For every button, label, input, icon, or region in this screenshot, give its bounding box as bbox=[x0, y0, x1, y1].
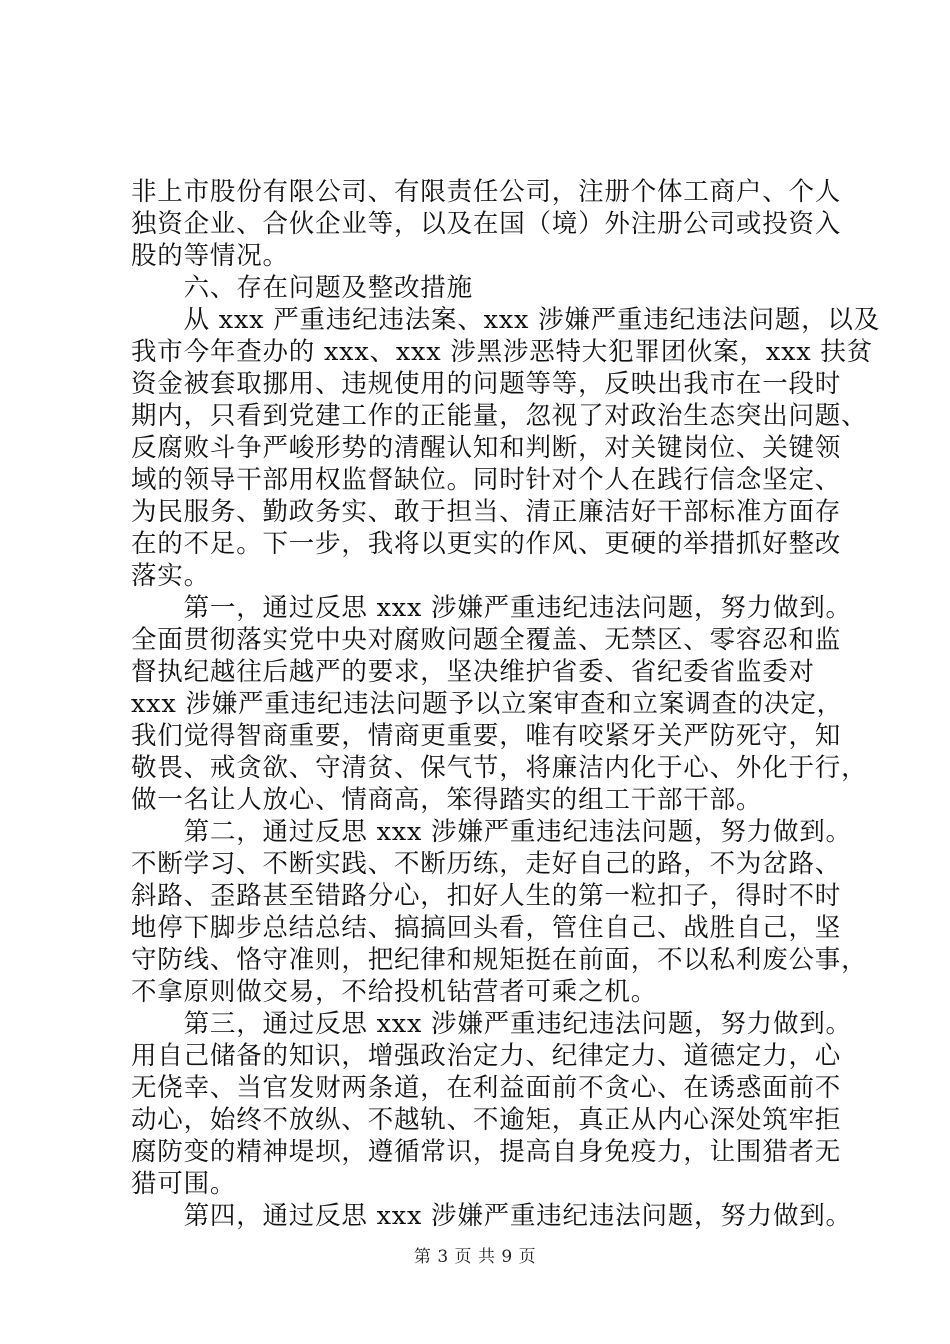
body-line: 第二，通过反思 xxx 涉嫌严重违纪违法问题，努力做到。 bbox=[131, 817, 852, 847]
body-line: 无侥幸、当官发财两条道，在利益面前不贪心、在诱惑面前不 bbox=[131, 1073, 842, 1103]
body-line: 守防线、恪守准则，把纪律和规矩挺在前面，不以私利废公事， bbox=[131, 945, 868, 975]
body-line: 在的不足。下一步，我将以更实的作风、更硬的举措抓好整改 bbox=[131, 529, 842, 559]
body-line: 不拿原则做交易，不给投机钻营者可乘之机。 bbox=[131, 977, 658, 1007]
body-line: 动心，始终不放纵、不越轨、不逾矩，真正从内心深处筑牢拒 bbox=[131, 1105, 842, 1135]
body-line: 期内，只看到党建工作的正能量，忽视了对政治生态突出问题、 bbox=[131, 401, 868, 431]
body-line: 敬畏、戒贪欲、守清贫、保气节，将廉洁内化于心、外化于行， bbox=[131, 753, 868, 783]
body-line: 第三，通过反思 xxx 涉嫌严重违纪违法问题，努力做到。 bbox=[131, 1009, 852, 1039]
body-line: 地停下脚步总结总结、搞搞回头看，管住自己、战胜自己，坚 bbox=[131, 913, 842, 943]
body-line: 做一名让人放心、情商高，笨得踏实的组工干部干部。 bbox=[131, 785, 763, 815]
body-line: 为民服务、勤政务实、敢于担当、清正廉洁好干部标准方面存 bbox=[131, 497, 842, 527]
body-line: 不断学习、不断实践、不断历练，走好自己的路，不为岔路、 bbox=[131, 849, 842, 879]
body-line: 第一，通过反思 xxx 涉嫌严重违纪违法问题，努力做到。 bbox=[131, 593, 852, 623]
section-heading: 六、存在问题及整改措施 bbox=[131, 273, 473, 303]
body-line: 腐防变的精神堤坝，遵循常识，提高自身免疫力，让围猎者无 bbox=[131, 1137, 842, 1167]
page-footer: 第 3 页 共 9 页 bbox=[413, 1247, 537, 1267]
body-line: 用自己储备的知识，增强政治定力、纪律定力、道德定力，心 bbox=[131, 1041, 842, 1071]
body-line: 我市今年查办的 xxx、xxx 涉黑涉恶特大犯罪团伙案，xxx 扶贫 bbox=[131, 337, 873, 367]
body-line: xxx 涉嫌严重违纪违法问题予以立案审查和立案调查的决定， bbox=[131, 689, 843, 719]
body-line: 资金被套取挪用、违规使用的问题等等，反映出我市在一段时 bbox=[131, 369, 842, 399]
body-line: 猎可围。 bbox=[131, 1169, 237, 1199]
body-line: 从 xxx 严重违纪违法案、xxx 涉嫌严重违纪违法问题，以及 bbox=[131, 305, 881, 335]
body-line: 反腐败斗争严峻形势的清醒认知和判断，对关键岗位、关键领 bbox=[131, 433, 842, 463]
body-line: 第四，通过反思 xxx 涉嫌严重违纪违法问题，努力做到。 bbox=[131, 1201, 852, 1231]
body-line: 全面贯彻落实党中央对腐败问题全覆盖、无禁区、零容忍和监 bbox=[131, 625, 842, 655]
body-line: 股的等情况。 bbox=[131, 241, 289, 271]
body-line: 域的领导干部用权监督缺位。同时针对个人在践行信念坚定、 bbox=[131, 465, 842, 495]
body-line: 落实。 bbox=[131, 561, 210, 591]
body-line: 非上市股份有限公司、有限责任公司，注册个体工商户、个人 bbox=[131, 177, 842, 207]
body-line: 督执纪越往后越严的要求，坚决维护省委、省纪委省监委对 bbox=[131, 657, 815, 687]
body-line: 我们觉得智商重要，情商更重要，唯有咬紧牙关严防死守，知 bbox=[131, 721, 842, 751]
body-line: 斜路、歪路甚至错路分心，扣好人生的第一粒扣子，得时不时 bbox=[131, 881, 842, 911]
body-line: 独资企业、合伙企业等，以及在国（境）外注册公司或投资入 bbox=[131, 209, 842, 239]
